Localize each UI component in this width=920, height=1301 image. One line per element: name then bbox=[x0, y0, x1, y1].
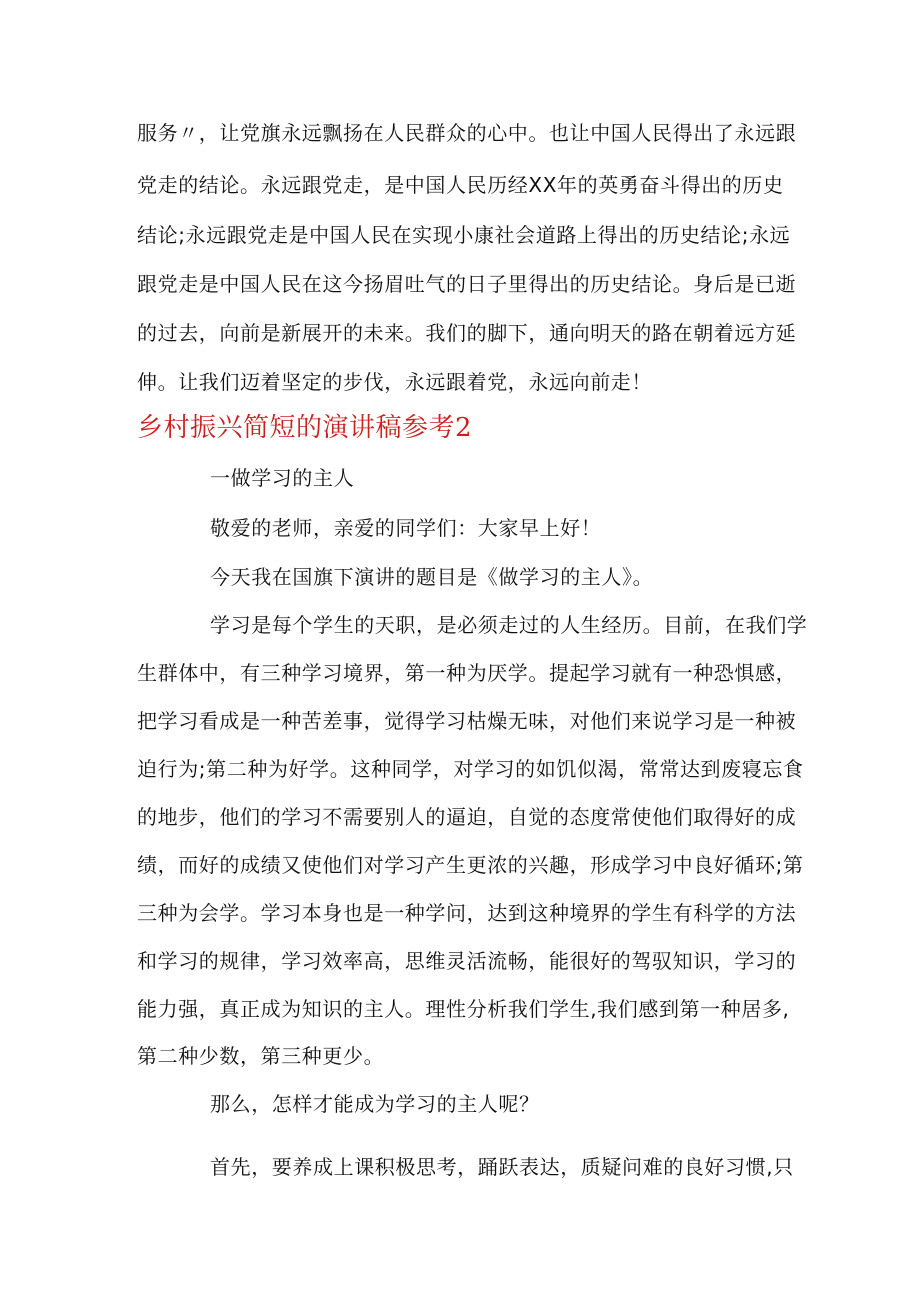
section-heading: 乡村振兴简短的演讲稿参考2 bbox=[137, 413, 473, 443]
paragraph-2-line: 第二种少数，第三种更少。 bbox=[137, 1044, 385, 1068]
paragraph-1-line: 服务〃，让党旗永远飘扬在人民群众的心中。也让中国人民得出了永远跟 bbox=[137, 121, 797, 145]
greeting: 敬爱的老师，亲爱的同学们：大家早上好！ bbox=[210, 516, 602, 540]
paragraph-2-line: 三种为会学。学习本身也是一种学问，达到这种境界的学生有科学的方法 bbox=[137, 901, 797, 925]
paragraph-1-line: 的过去，向前是新展开的未来。我们的脚下，通向明天的路在朝着远方延 bbox=[137, 321, 797, 345]
paragraph-2-line: 把学习看成是一种苦差事，觉得学习枯燥无味，对他们来说学习是一种被 bbox=[137, 709, 797, 733]
paragraph-2-line: 绩，而好的成绩又使他们对学习产生更浓的兴趣，形成学习中良好循环;第 bbox=[137, 853, 804, 877]
paragraph-2-line: 学习是每个学生的天职，是必须走过的人生经历。目前，在我们学 bbox=[210, 613, 808, 637]
paragraph-1-line: 伸。让我们迈着坚定的步伐，永远跟着党，永远向前走！ bbox=[137, 370, 652, 394]
paragraph-2-line: 生群体中，有三种学习境界，第一种为厌学。提起学习就有一种恐惧感， bbox=[137, 661, 797, 685]
paragraph-2-line: 的地步，他们的学习不需要别人的逼迫，自觉的态度常使他们取得好的成 bbox=[137, 805, 797, 829]
question-line: 那么，怎样才能成为学习的主人呢？ bbox=[210, 1092, 540, 1116]
paragraph-1-line: 结论;永远跟党走是中国人民在实现小康社会道路上得出的历史结论;永远 bbox=[137, 223, 791, 247]
paragraph-2-line: 迫行为;第二种为好学。这种同学，对学习的如饥似渴，常常达到废寝忘食 bbox=[137, 757, 804, 781]
speech-topic: 今天我在国旗下演讲的题目是《做学习的主人》。 bbox=[210, 565, 654, 589]
paragraph-3-line: 首先，要养成上课积极思考，踊跃表达，质疑问难的良好习惯,只 bbox=[210, 1155, 794, 1179]
paragraph-1-line: 跟党走是中国人民在这今扬眉吐气的日子里得出的历史结论。身后是已逝 bbox=[137, 272, 797, 296]
paragraph-2-line: 和学习的规律，学习效率高，思维灵活流畅，能很好的驾驭知识，学习的 bbox=[137, 949, 797, 973]
paragraph-2-line: 能力强，真正成为知识的主人。理性分析我们学生,我们感到第一种居多, bbox=[137, 997, 790, 1021]
speech-subtitle: 一做学习的主人 bbox=[210, 466, 355, 490]
paragraph-1-line: 党走的结论。永远跟党走，是中国人民历经XX年的英勇奋斗得出的历史 bbox=[137, 173, 784, 197]
